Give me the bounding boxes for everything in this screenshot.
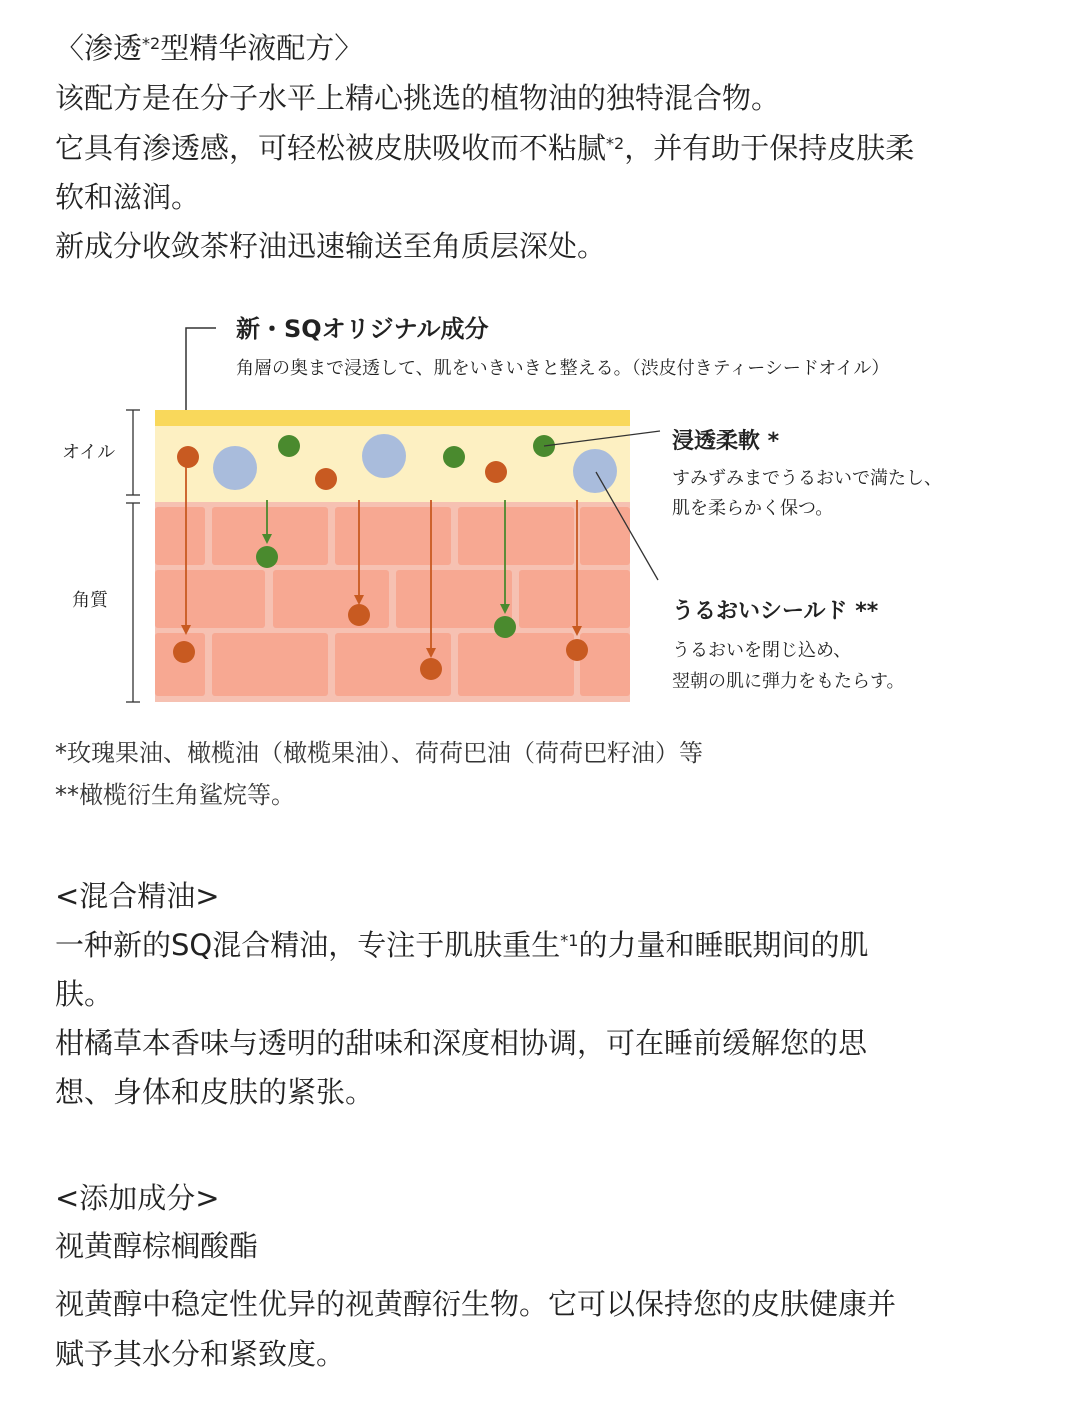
skin-cell [396, 570, 512, 628]
orange-oil-particle [485, 461, 507, 483]
skin-penetration-diagram [0, 300, 1080, 720]
orange-oil-particle [348, 604, 370, 626]
oil-layer-top-band [155, 410, 630, 426]
skin-cell [155, 507, 205, 565]
oil-bracket [126, 410, 140, 495]
section2-heading: <混合精油> [55, 879, 220, 913]
section1-heading [55, 24, 363, 73]
section1-line1: 该配方是在分子水平上精心挑选的植物油的独特混合物。 [55, 81, 781, 115]
skin-cell [155, 570, 265, 628]
horny-layer-bracket [126, 503, 140, 702]
heading-text: 〈渗透 [55, 31, 143, 65]
blue-oil-particle [362, 434, 406, 478]
footnote-mark: *1 [560, 931, 579, 950]
green-oil-particle [256, 546, 278, 568]
label-oil: オイル [62, 442, 116, 463]
skin-cell [273, 570, 389, 628]
skin-cell [519, 570, 630, 628]
section2-line4: 想、身体和皮肤的紧张。 [55, 1075, 375, 1109]
skin-cell [335, 507, 451, 565]
skin-cell [458, 507, 574, 565]
body-text: 它具有渗透感，可轻松被皮肤吸收而不粘腻 [55, 131, 607, 165]
green-oil-particle [278, 435, 300, 457]
callout2-title: うるおいシールド ** [672, 599, 879, 624]
callout1-line2: 肌を柔らかく保つ。 [672, 498, 834, 519]
section3-line2: 赋予其水分和紧致度。 [55, 1337, 346, 1371]
section1-line4: 新成分收敛茶籽油迅速输送至角质层深处。 [55, 229, 607, 263]
footnote-2: **橄榄衍生角鲨烷等。 [55, 781, 295, 809]
section2-line3: 柑橘草本香味与透明的甜味和深度相协调，可在睡前缓解您的思 [55, 1026, 868, 1060]
footnote-1: *玫瑰果油、橄榄油（橄榄果油）、荷荷巴油（荷荷巴籽油）等 [55, 739, 703, 767]
orange-oil-particle [420, 658, 442, 680]
heading-text: 型精华液配方〉 [160, 31, 364, 65]
section2-line1 [55, 921, 868, 970]
callout1-line1: すみずみまでうるおいで満たし、 [672, 468, 942, 489]
section3-line1: 视黄醇中稳定性优异的视黄醇衍生物。它可以保持您的皮肤健康并 [55, 1287, 897, 1321]
callout1-title: 浸透柔軟 * [672, 429, 780, 454]
skin-cell [580, 633, 630, 696]
orange-oil-particle [315, 468, 337, 490]
skin-cell [212, 633, 328, 696]
green-oil-particle [494, 616, 516, 638]
label-horny-layer: 角質 [72, 590, 108, 611]
body-text: ，并有助于保持皮肤柔 [624, 131, 915, 165]
callout2-line1: うるおいを閉じ込め、 [672, 640, 852, 661]
skin-cell [458, 633, 574, 696]
section1-line2 [55, 124, 914, 173]
green-oil-particle [443, 446, 465, 468]
diagram-title: 新・SQオリジナル成分 [236, 315, 489, 343]
body-text: 的力量和睡眠期间的肌 [578, 928, 869, 962]
callout2-line2: 翌朝の肌に弾力をもたらす。 [672, 671, 905, 692]
diagram-subtitle: 角層の奥まで浸透して、肌をいきいきと整える。（渋皮付きティーシードオイル） [236, 358, 890, 379]
section2-line2: 肤。 [55, 977, 114, 1011]
section1-line3: 软和滋润。 [55, 180, 201, 214]
orange-oil-particle [173, 641, 195, 663]
skin-cell [580, 507, 630, 565]
body-text: 一种新的SQ混合精油，专注于肌肤重生 [55, 928, 561, 962]
section3-heading: <添加成分> [55, 1181, 220, 1215]
orange-oil-particle [177, 446, 199, 468]
orange-oil-particle [566, 639, 588, 661]
section3-subheading: 视黄醇棕榈酸酯 [55, 1229, 259, 1263]
footnote-mark: *2 [142, 34, 161, 53]
blue-oil-particle [573, 449, 617, 493]
footnote-mark: *2 [606, 134, 625, 153]
blue-oil-particle [213, 446, 257, 490]
